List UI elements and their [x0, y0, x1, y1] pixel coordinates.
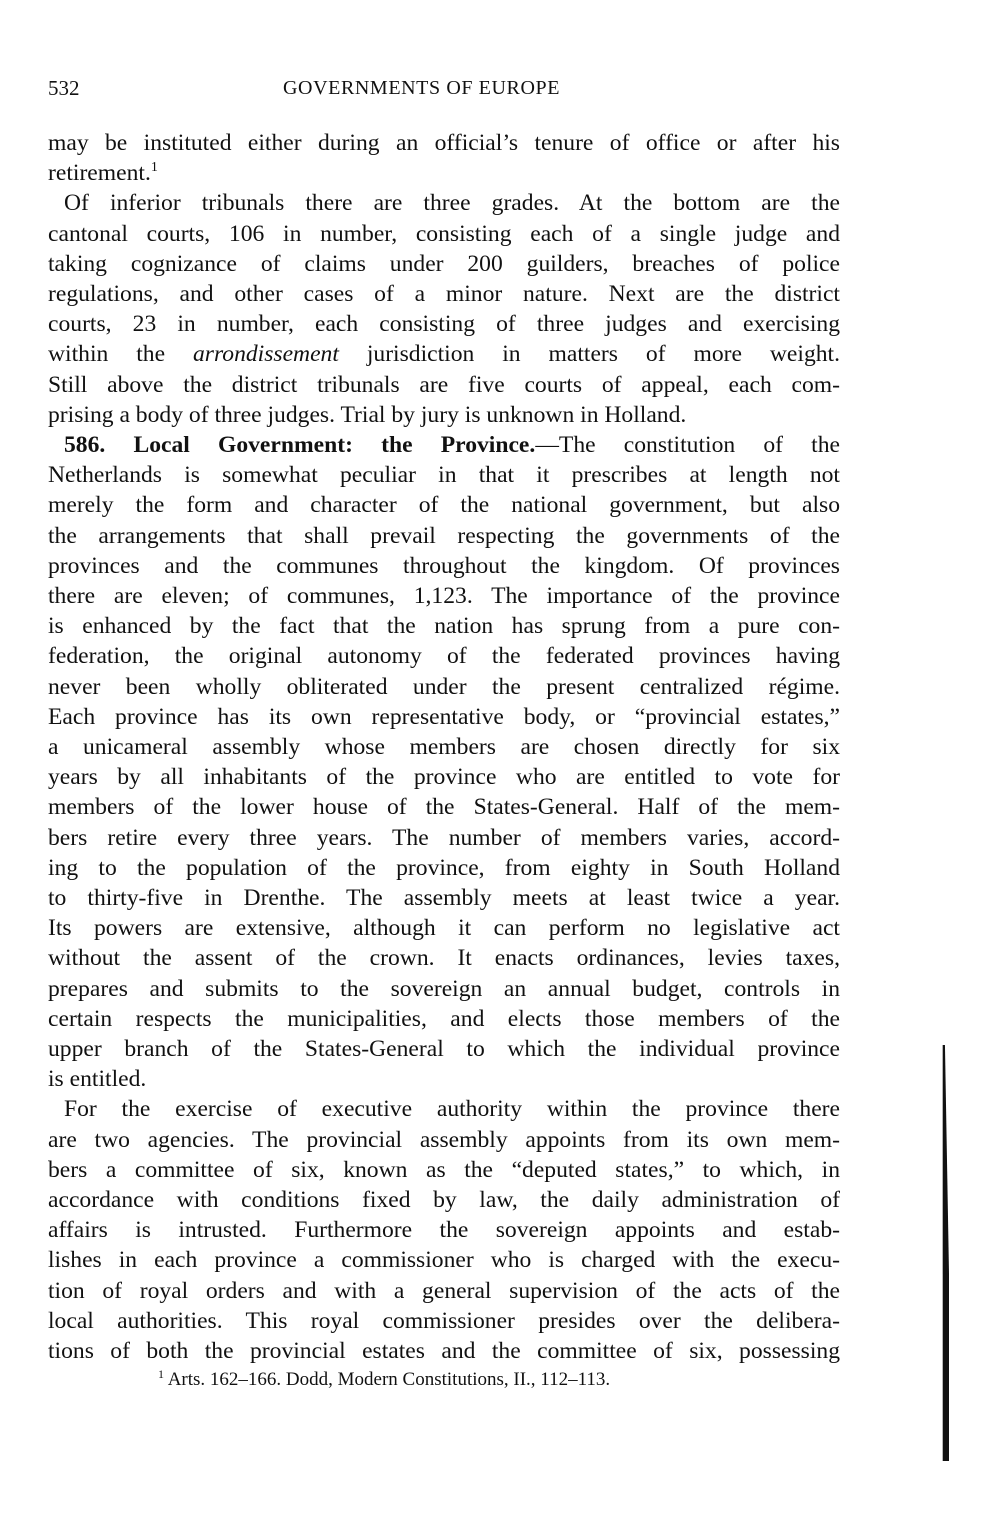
line-text: Its powers are extensive, although it can perform no legislative act: [48, 915, 840, 942]
text-line: [48, 1064, 840, 1094]
text-line: [48, 551, 840, 581]
line-text: bers retire every three years. The number of members varies, accord-: [48, 824, 840, 851]
line-text: merely the form and character of the national government, but also: [48, 492, 840, 519]
line-text: Still above the district tribunals are five courts of appeal, each com-: [48, 371, 840, 398]
line-text: federation, the original autonomy of the federated provinces having: [48, 643, 840, 670]
text-line: [48, 1185, 840, 1215]
text-line: [48, 249, 840, 279]
text-line: [48, 1155, 840, 1185]
line-text: jurisdiction in matters of more weight.: [338, 341, 841, 368]
footnote-text: Arts. 162–166. Dodd, Modern Constitutions, II., 112–113.: [164, 1369, 611, 1390]
text-line: [48, 158, 840, 188]
line-text: years by all inhabitants of the province who are entitled to vote for: [48, 764, 840, 791]
text-line: [64, 1094, 840, 1124]
line-text: never been wholly obliterated under the present centralized régime.: [48, 673, 840, 700]
footnote-marker: 1: [158, 1367, 164, 1381]
text-line: [48, 400, 840, 430]
text-line: [48, 853, 840, 883]
text-line: [48, 460, 840, 490]
text-line: [48, 913, 840, 943]
text-line: [48, 309, 840, 339]
line-text: the arrangements that shall prevail respecting the governments of the: [48, 522, 840, 549]
line-text: tion of royal orders and with a general supervision of the acts of the: [48, 1277, 840, 1304]
line-text: Netherlands is somewhat peculiar in that it prescribes at length not: [48, 462, 840, 489]
line-text: a unicameral assembly whose members are chosen directly for six: [48, 734, 840, 760]
text-line: [48, 732, 840, 762]
text-line: [48, 1125, 840, 1155]
line-text: lishes in each province a commissioner who is charged with the execu-: [48, 1247, 840, 1274]
line-text: are two agencies. The provincial assembly appoints from its own mem-: [48, 1126, 840, 1153]
line-text: affairs is intrusted. Furthermore the sovereign appoints and estab-: [48, 1217, 840, 1244]
text-line: [48, 128, 840, 158]
page-number: 532: [48, 76, 80, 100]
line-text: is enhanced by the fact that the nation has sprung from a pure con-: [48, 613, 840, 640]
text-line: [48, 1276, 840, 1306]
line-text: members of the lower house of the States-General. Half of the mem-: [48, 794, 840, 821]
text-line: [48, 1336, 840, 1366]
text-line: [48, 823, 840, 853]
line-text: provinces and the communes throughout the kingdom. Of provinces: [48, 552, 840, 579]
line-text: Each province has its own representative body, or “provincial estates,”: [48, 703, 840, 730]
footnote-reference: 1: [150, 160, 158, 176]
line-text: ing to the population of the province, from eighty in South Holland: [48, 854, 840, 881]
text-line: [64, 430, 840, 460]
line-text: there are eleven; of communes, 1,123. The importance of the province: [48, 583, 840, 609]
text-line: [48, 1034, 840, 1064]
text-line: [48, 1004, 840, 1034]
line-text: regulations, and other cases of a minor nature. Next are the district: [48, 281, 840, 307]
text-line: [48, 1306, 840, 1336]
line-text: courts, 23 in number, each consisting of three judges and exercising: [48, 311, 840, 338]
text-line: [48, 279, 840, 309]
footnote: [158, 1367, 610, 1393]
line-text: —The constitution of the: [535, 432, 840, 458]
text-line: [64, 188, 840, 218]
line-text: is entitled.: [48, 1066, 147, 1093]
text-line: [48, 883, 840, 913]
text-line: [48, 974, 840, 1004]
line-text: upper branch of the States-General to which the individual province: [48, 1036, 840, 1062]
line-text: accordance with conditions fixed by law, the daily administration of: [48, 1187, 840, 1213]
text-line: [48, 490, 840, 520]
italic-term: arrondissement: [192, 341, 339, 368]
text-line: [48, 581, 840, 611]
line-text: prepares and submits to the sovereign an annual budget, controls in: [48, 975, 840, 1002]
text-line: [48, 762, 840, 792]
section-heading: 586. Local Government: the Province.: [64, 432, 536, 458]
text-line: [48, 1245, 840, 1275]
text-line: [48, 702, 840, 732]
text-line: [48, 641, 840, 671]
line-text: within the: [48, 341, 193, 368]
text-line: [48, 370, 840, 400]
line-text: may be instituted either during an official’s tenure of office or after his: [48, 130, 840, 156]
text-line: [48, 792, 840, 822]
text-line: [48, 339, 840, 369]
running-head: GOVERNMENTS OF EUROPE: [283, 77, 561, 99]
line-text: local authorities. This royal commissioner presides over the delibera-: [48, 1307, 840, 1334]
line-text: cantonal courts, 106 in number, consisting each of a single judge and: [48, 220, 840, 247]
text-line: [48, 943, 840, 973]
line-text: without the assent of the crown. It enacts ordinances, levies taxes,: [48, 945, 840, 972]
text-line: [48, 672, 840, 702]
line-text: to thirty-five in Drenthe. The assembly meets at least twice a year.: [48, 885, 840, 911]
text-line: [48, 1215, 840, 1245]
line-text: prising a body of three judges. Trial by jury is unknown in Holland.: [48, 401, 687, 428]
line-text: tions of both the provincial estates and the committee of six, possessing: [48, 1338, 840, 1364]
line-text: For the exercise of executive authority within the province there: [64, 1096, 840, 1123]
line-text: certain respects the municipalities, and elects those members of the: [48, 1005, 840, 1032]
text-line: [48, 219, 840, 249]
line-text: Of inferior tribunals there are three grades. At the bottom are the: [64, 190, 840, 217]
line-text: bers a committee of six, known as the “deputed states,” to which, in: [48, 1156, 840, 1183]
line-text: retirement.: [48, 160, 151, 187]
line-text: taking cognizance of claims under 200 guilders, breaches of police: [48, 250, 840, 277]
text-line: [48, 521, 840, 551]
text-line: [48, 611, 840, 641]
margin-scan-mark: [940, 1045, 949, 1461]
